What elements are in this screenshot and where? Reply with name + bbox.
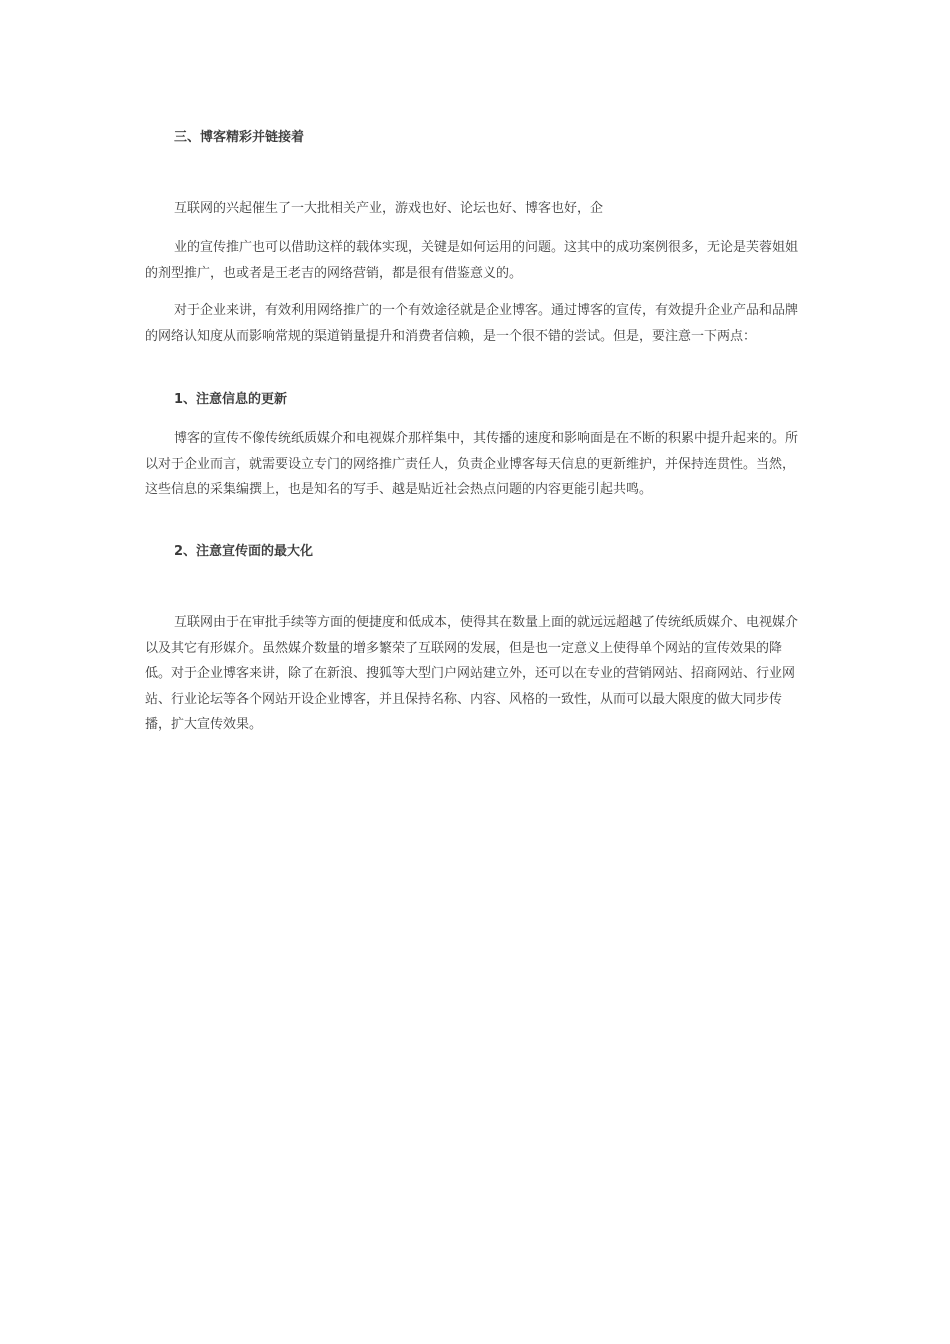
paragraph-1: 互联网的兴起催生了一大批相关产业，游戏也好、论坛也好、博客也好，企 xyxy=(174,201,604,216)
section-heading: 三、博客精彩并链接着 xyxy=(174,130,305,145)
paragraph-4: 博客的宣传不像传统纸质媒介和电视媒介那样集中，其传播的速度和影响面是在不断的积累中提升起来的。所以对于企业而言，就需要设立专门的网络推广责任人，负责企业博客每天信息的更新维护，并保持连贯性。当然，这些信息的采集编撰上，也是知名的写手、越是贴近社会热点问题的内容更能引起共鸣。 xyxy=(145,431,799,497)
subheading-1: 1、注意信息的更新 xyxy=(174,392,288,407)
paragraph-5: 互联网由于在审批手续等方面的便捷度和低成本，使得其在数量上面的就远远超越了传统纸质媒介、电视媒介以及其它有形媒介。虽然媒介数量的增多繁荣了互联网的发展，但是也一定意义上使得单个网站的宣传效果的降低。对于企业博客来讲，除了在新浪、搜狐等大型门户网站建立外，还可以在专业的营销网站、招商网站、行业网站、行业论坛等各个网站开设企业博客，并且保持名称、内容、风格的一致性，从而可以最大限度的做大同步传播，扩大宣传效果。 xyxy=(145,615,799,732)
paragraph-2: 业的宣传推广也可以借助这样的载体实现，关键是如何运用的问题。这其中的成功案例很多，无论是芙蓉姐姐的剂型推广，也或者是王老吉的网络营销，都是很有借鉴意义的。 xyxy=(145,240,799,281)
paragraph-3: 对于企业来讲，有效利用网络推广的一个有效途径就是企业博客。通过博客的宣传，有效提升企业产品和品牌的网络认知度从而影响常规的渠道销量提升和消费者信赖，是一个很不错的尝试。但是，要注意一下两点： xyxy=(145,303,799,344)
subheading-2: 2、注意宣传面的最大化 xyxy=(174,544,314,559)
